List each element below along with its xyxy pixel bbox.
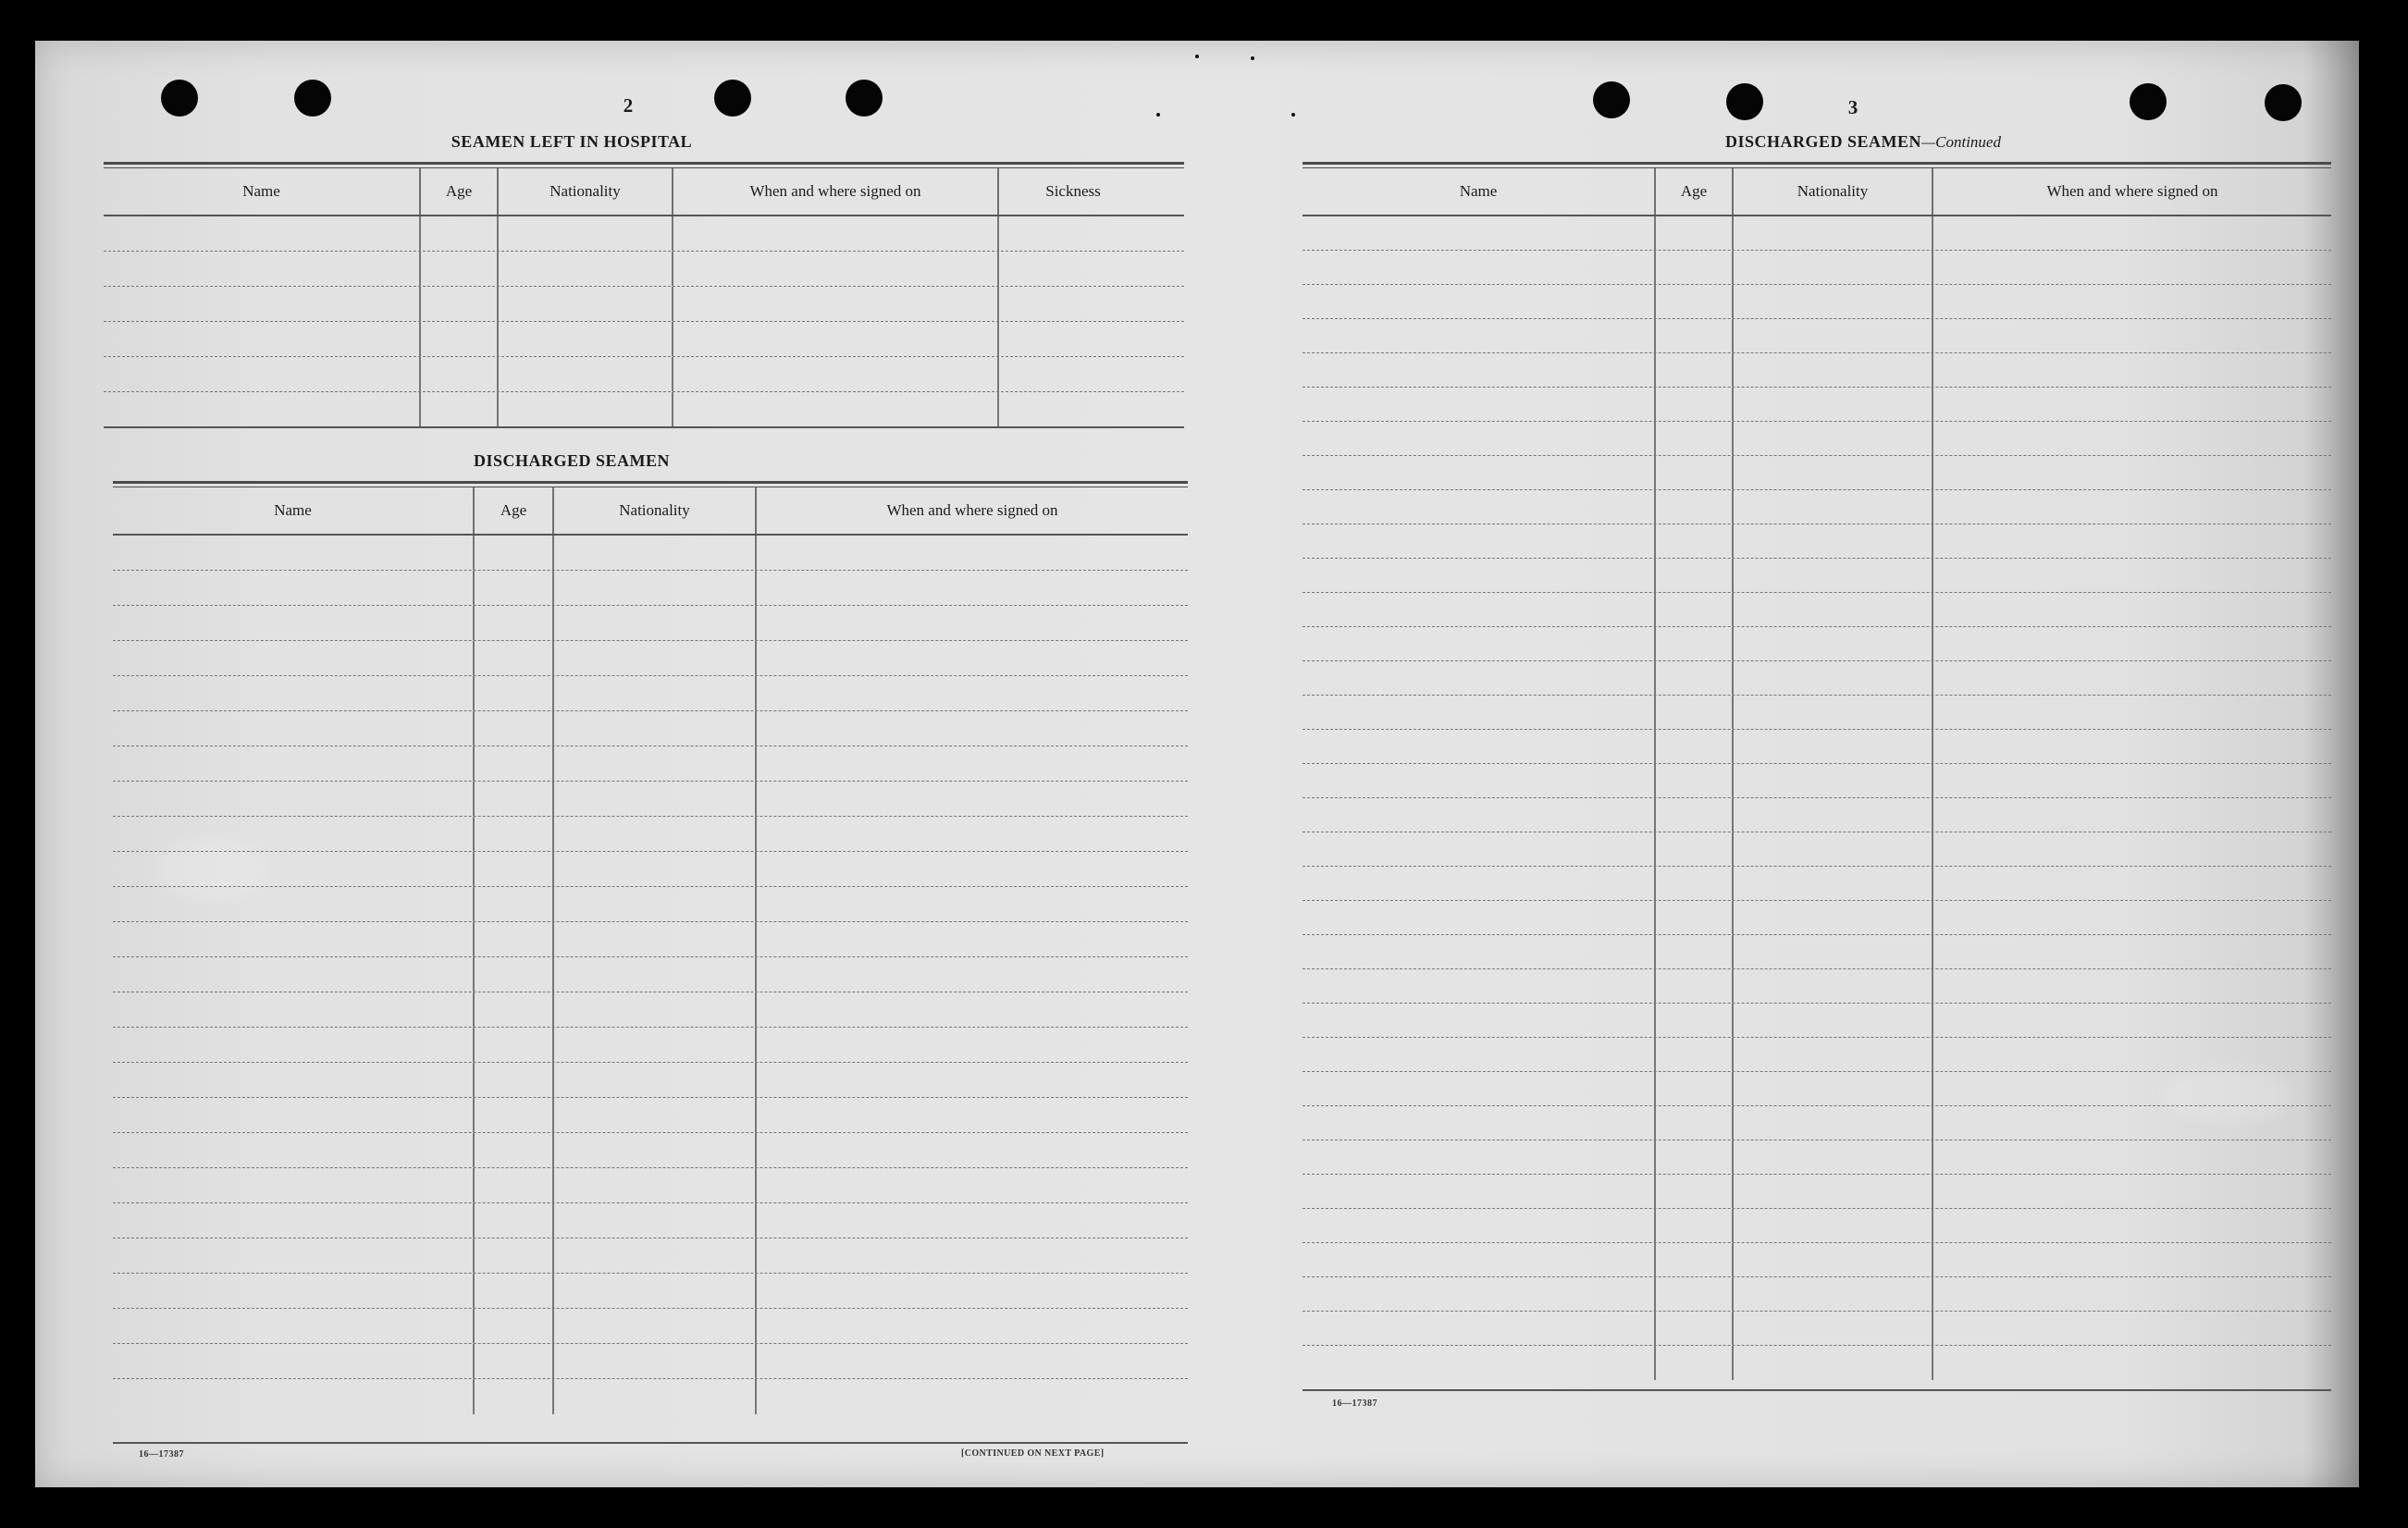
table-row	[1303, 867, 2331, 901]
discharged-table-rows	[113, 536, 1188, 1414]
table-row	[113, 992, 1188, 1028]
discharged-continued-title	[1595, 132, 2131, 152]
table-row	[1303, 661, 2331, 696]
page-number-right: 3	[1847, 96, 1858, 118]
table-row	[113, 1168, 1188, 1203]
title-suffix: —Continued	[1921, 133, 2001, 151]
table-row	[104, 357, 1184, 392]
column-header-name: Name	[1303, 168, 1656, 215]
table-row	[1303, 832, 2331, 867]
table-row	[113, 746, 1188, 782]
table-row	[113, 571, 1188, 606]
table-row	[113, 852, 1188, 887]
table-row	[113, 1063, 1188, 1098]
table-row	[113, 1133, 1188, 1168]
table-row	[1303, 353, 2331, 388]
table-bottom-rule	[113, 1442, 1188, 1446]
table-row	[113, 641, 1188, 676]
hospital-table-header	[104, 168, 1184, 216]
table-row	[1303, 559, 2331, 593]
column-header-age: Age	[421, 168, 499, 215]
table-row	[1303, 593, 2331, 627]
discharged-table	[113, 481, 1188, 1447]
table-row	[1303, 764, 2331, 798]
table-row	[113, 1379, 1188, 1414]
table-row	[1303, 1072, 2331, 1106]
left-page	[35, 41, 1197, 1487]
table-row	[1303, 251, 2331, 285]
table-row	[1303, 285, 2331, 319]
table-row	[113, 1203, 1188, 1238]
table-row	[1303, 1140, 2331, 1175]
column-header-nationality: Nationality	[554, 487, 757, 534]
right-page	[1197, 41, 2359, 1487]
column-header-signed-on: When and where signed on	[2046, 182, 2218, 200]
continued-note: [CONTINUED ON NEXT PAGE]	[961, 1448, 1105, 1459]
hospital-table	[104, 162, 1184, 435]
column-header-signed-on: When and where signed on	[886, 501, 1058, 519]
table-row	[1303, 388, 2331, 422]
table-row	[104, 216, 1184, 252]
table-row	[104, 287, 1184, 322]
table-row	[1303, 1277, 2331, 1312]
table-row	[113, 711, 1188, 746]
table-row	[113, 1309, 1188, 1344]
table-row	[1303, 456, 2331, 490]
table-row	[1303, 216, 2331, 251]
table-row	[113, 606, 1188, 641]
discharged-continued-table	[1303, 162, 2331, 1394]
form-number: 16—17387	[1332, 1399, 1377, 1409]
table-row	[113, 1274, 1188, 1309]
table-row	[1303, 1243, 2331, 1277]
table-top-rule	[113, 481, 1188, 487]
table-row	[1303, 1209, 2331, 1243]
table-row	[113, 676, 1188, 711]
table-row	[113, 1098, 1188, 1133]
table-row	[113, 817, 1188, 852]
table-row	[113, 782, 1188, 817]
table-row	[1303, 730, 2331, 764]
table-row	[1303, 627, 2331, 661]
column-header-nationality: Nationality	[1734, 168, 1933, 215]
table-row	[113, 887, 1188, 922]
column-header-nationality: Nationality	[499, 168, 673, 215]
table-row	[1303, 1312, 2331, 1346]
column-header-name: Name	[113, 487, 475, 534]
table-row	[1303, 1106, 2331, 1140]
discharged-continued-table-rows	[1303, 216, 2331, 1380]
paper-sheet	[35, 41, 2359, 1487]
table-bottom-rule	[104, 426, 1184, 430]
table-row	[1303, 319, 2331, 353]
table-row	[1303, 1346, 2331, 1380]
table-row	[1303, 901, 2331, 935]
table-top-rule	[1303, 162, 2331, 168]
column-header-signed-on: When and where signed on	[673, 168, 999, 215]
table-row	[1303, 1004, 2331, 1038]
table-top-rule	[104, 162, 1184, 168]
table-row	[113, 1344, 1188, 1379]
table-row	[113, 1028, 1188, 1063]
form-number: 16—17387	[139, 1449, 184, 1460]
table-row	[113, 1238, 1188, 1274]
table-row	[104, 392, 1184, 427]
column-header-age: Age	[475, 487, 554, 534]
table-row	[1303, 490, 2331, 524]
table-row	[1303, 935, 2331, 969]
hospital-section-title: SEAMEN LEFT IN HOSPITAL	[451, 132, 693, 151]
table-row	[1303, 1175, 2331, 1209]
discharged-section-title: DISCHARGED SEAMEN	[473, 451, 671, 470]
table-row	[1303, 422, 2331, 456]
table-row	[104, 322, 1184, 357]
column-header-name: Name	[104, 168, 421, 215]
column-header-age: Age	[1656, 168, 1734, 215]
discharged-table-header	[113, 487, 1188, 536]
page-number-left: 2	[623, 94, 634, 117]
table-row	[1303, 524, 2331, 559]
hospital-table-rows	[104, 216, 1184, 427]
table-row	[1303, 696, 2331, 730]
table-row	[1303, 1038, 2331, 1072]
table-row	[104, 252, 1184, 287]
table-row	[1303, 798, 2331, 832]
table-row	[113, 922, 1188, 957]
table-bottom-rule	[1303, 1389, 2331, 1393]
discharged-continued-table-header	[1303, 168, 2331, 216]
column-header-sickness: Sickness	[1045, 182, 1101, 200]
table-row	[113, 536, 1188, 571]
table-row	[113, 957, 1188, 992]
title-main: DISCHARGED SEAMEN	[1725, 132, 1922, 151]
table-row	[1303, 969, 2331, 1004]
